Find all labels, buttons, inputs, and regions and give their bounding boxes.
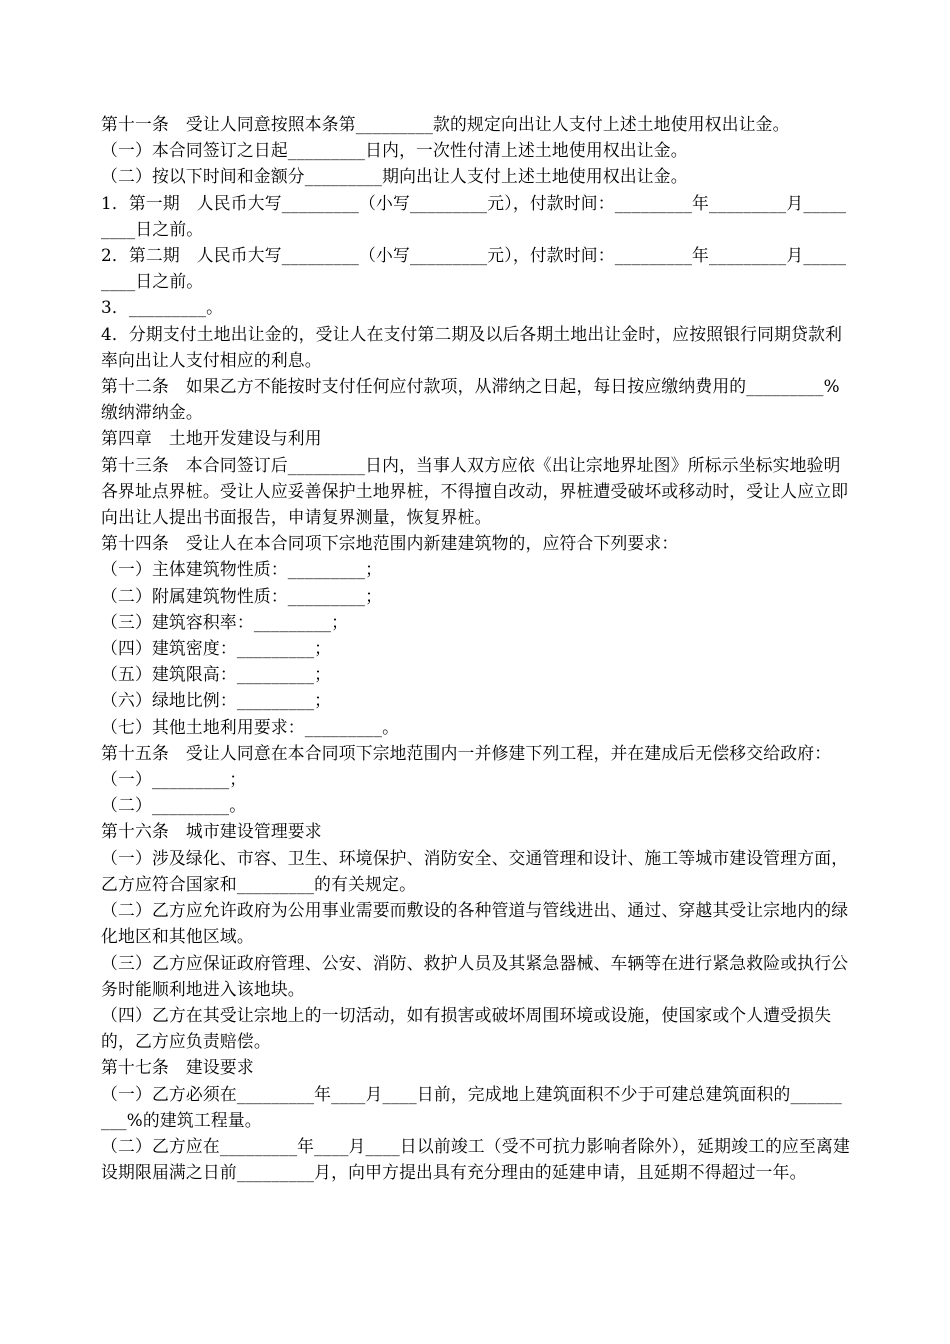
article-14-item-5: （五）建筑限高：_________；	[101, 664, 332, 685]
installment-1: 1．第一期 人民币大写_________（小写_________元），付款时间：_________年_________月_________日之前。	[101, 192, 847, 239]
document-body	[101, 111, 850, 1185]
article-17-item-1: （一）乙方必须在_________年____月____日前，完成地上建筑面积不少于可建总建筑面积的_________%的建筑工程量。	[101, 1083, 842, 1130]
installment-interest: 4．分期支付土地出让金的，受让人在支付第二期及以后各期土地出让金时，应按照银行同期贷款利率向出让人支付相应的利息。	[101, 323, 843, 370]
chapter-4-heading: 第四章 土地开发建设与利用	[101, 428, 322, 449]
article-11: 第十一条 受让人同意按照本条第_________款的规定向出让人支付上述土地使用权出让金。	[101, 114, 790, 134]
article-12: 第十二条 如果乙方不能按时支付任何应付款项，从滞纳之日起，每日按应缴纳费用的_________%缴纳滞纳金。	[101, 376, 840, 423]
article-15-item-1: （一）_________；	[101, 769, 247, 790]
article-16-item-4: （四）乙方在其受让宗地上的一切活动，如有损害或破坏周围环境或设施，使国家或个人遭受损失的，乙方应负责赔偿。	[101, 1004, 832, 1052]
article-16-item-1: （一）涉及绿化、市容、卫生、环境保护、消防安全、交通管理和设计、施工等城市建设管理方面，乙方应符合国家和_________的有关规定。	[101, 847, 849, 894]
article-14-item-4: （四）建筑密度：_________；	[101, 638, 332, 659]
article-17-item-2: （二）乙方应在_________年____月____日以前竣工（受不可抗力影响者除外），延期竣工的应至离建设期限届满之日前_________月，向甲方提出具有充分理由的延建申请，且延期不得超过一年。	[101, 1135, 850, 1183]
installment-2: 2．第二期 人民币大写_________（小写_________元），付款时间：_________年_________月_________日之前。	[101, 245, 847, 292]
article-15: 第十五条 受让人同意在本合同项下宗地范围内一并修建下列工程，并在建成后无偿移交给政府：	[101, 742, 832, 763]
article-14: 第十四条 受让人在本合同项下宗地范围内新建建筑物的，应符合下列要求：	[101, 533, 679, 554]
article-14-item-6: （六）绿地比例：_________；	[101, 690, 332, 711]
installment-3: 3．_________。	[101, 297, 224, 318]
article-17: 第十七条 建设要求	[101, 1057, 254, 1078]
article-16-item-2: （二）乙方应允许政府为公用事业需要而敷设的各种管道与管线进出、通过、穿越其受让宗地内的绿化地区和其他区域。	[101, 900, 849, 947]
article-16: 第十六条 城市建设管理要求	[101, 821, 322, 842]
article-11-item-2: （二）按以下时间和金额分_________期向出让人支付上述土地使用权出让金。	[101, 166, 688, 187]
article-13: 第十三条 本合同签订后_________日内，当事人双方应依《出让宗地界址图》所标示坐标实地验明各界址点界桩。受让人应妥善保护土地界桩，不得擅自改动，界桩遭受破坏或移动时，受让人应立即向出让人提出书面报告，申请复界测量，恢复界桩。	[101, 454, 849, 528]
article-11-item-1: （一）本合同签订之日起_________日内，一次性付清上述土地使用权出让金。	[101, 140, 688, 161]
article-14-item-3: （三）建筑容积率：_________；	[101, 611, 349, 632]
article-14-item-7: （七）其他土地利用要求：_________。	[101, 716, 400, 737]
article-14-item-1: （一）主体建筑物性质：_________；	[101, 559, 383, 580]
article-16-item-3: （三）乙方应保证政府管理、公安、消防、救护人员及其紧急器械、车辆等在进行紧急救险或执行公务时能顺利地进入该地块。	[101, 952, 849, 999]
article-14-item-2: （二）附属建筑物性质：_________；	[101, 585, 383, 606]
article-15-item-2: （二）_________。	[101, 795, 247, 816]
